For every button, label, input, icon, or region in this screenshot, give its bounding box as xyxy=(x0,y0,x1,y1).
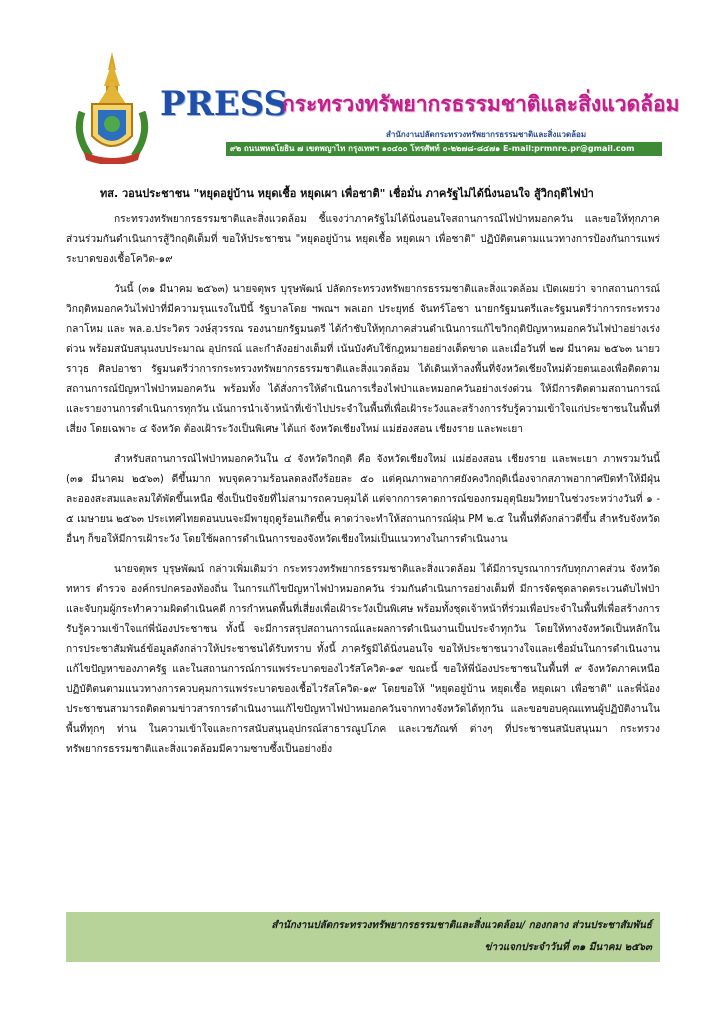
contact-address-bar: ๙๒ ถนนพหลโยธิน ๗ เขตพญาไท กรุงเทพฯ ๑๐๔๐๐ โทรศัพท์ ๐-๒๒๗๘-๘๔๗๑ E-mail:prmnre.pr@gmail.com xyxy=(226,142,662,156)
press-footer xyxy=(66,912,660,962)
body-paragraph: วันนี้ (๓๑ มีนาคม ๒๕๖๓) นายจตุพร บุรุษพัฒน์ ปลัดกระทรวงทรัพยากรธรรมชาติและสิ่งแวดล้อม เปิดเผยว่า จากสถานการณ์วิกฤติหมอกควันไฟป่าที่มีความรุนแรงในปีนี้ รัฐบาลโดย ฯพณฯ พลเอก ประยุทธ์ จันทร์โอชา นายกรัฐมนตรีและรัฐมนตรีว่าการกระทรวงกลาโหม และ พล.อ.ประวิตร วงษ์สุวรรณ รองนายกรัฐมนตรี ได้กำชับให้ทุกภาคส่วนดำเนินการแก้ไขวิกฤติปัญหาหมอกควันไฟป่าอย่างเร่งด่วน พร้อมสนับสนุนงบประมาณ อุปกรณ์ และกำลังอย่างเต็มที่ เน้นบังคับใช้กฎหมายอย่างเด็ดขาด และเมื่อวันที่ ๒๗ มีนาคม ๒๕๖๓ นายวราวุธ ศิลปอาชา รัฐมนตรีว่าการกระทรวงทรัพยากรธรรมชาติและสิ่งแวดล้อม ได้เดินเท้าลงพื้นที่จังหวัดเชียงใหม่ด้วยตนเองเพื่อติดตามสถานการณ์ปัญหาไฟป่าหมอกควัน พร้อมทั้ง ได้สั่งการให้ดำเนินการเรื่องไฟป่าและหมอกควันอย่างเร่งด่วน ให้มีการติดตามสถานการณ์และรายงานการดำเนินการทุกวัน เน้นการนำเจ้าหน้าที่เข้าไปประจำในพื้นที่เพื่อเฝ้าระวังและสร้างการรับรู้ความเข้าใจแก่ประชาชนในพื้นที่เสี่ยง โดยเฉพาะ ๔ จังหวัด ต้องเฝ้าระวังเป็นพิเศษ ได้แก่ จังหวัดเชียงใหม่ แม่ฮ่องสอน เชียงราย และพะเยา xyxy=(66,284,660,435)
press-header xyxy=(0,0,724,168)
body-paragraph: นายจตุพร บุรุษพัฒน์ กล่าวเพิ่มเติมว่า กระทรวงทรัพยากรธรรมชาติและสิ่งแวดล้อม ได้มีการบูรณาการกับทุกภาคส่วน จังหวัด ทหาร ตำรวจ องค์กรปกครองท้องถิ่น ในการแก้ไขปัญหาไฟป่าหมอกควัน ร่วมกันดำเนินการอย่างเต็มที่ มีการจัดชุดลาดตระเวนดับไฟป่าและจับกุมผู้กระทำความผิดดำเนินคดี การกำหนดพื้นที่เสี่ยงเพื่อเฝ้าระวังเป็นพิเศษ พร้อมทั้งชุดเจ้าหน้าที่ร่วมเพื่อประจำในพื้นที่เพื่อสร้างการรับรู้ความเข้าใจแก่พี่น้องประชาชน ทั้งนี้ จะมีการสรุปสถานการณ์และผลการดำเนินงานเป็นประจำทุกวัน โดยให้ทางจังหวัดเป็นหลักในการประชาสัมพันธ์ข้อมูลดังกล่าวให้ประชาชนได้รับทราบ ทั้งนี้ ภาครัฐมิได้นิ่งนอนใจ ขอให้ประชาชนวางใจและเชื่อมั่นในการดำเนินงานแก้ไขปัญหาของภาครัฐ และในสถานการณ์การแพร่ระบาดของไวรัสโควิด-๑๙ ขณะนี้ ขอให้พี่น้องประชาชนในพื้นที่ ๙ จังหวัดภาคเหนือ ปฏิบัติตนตามแนวทางการควบคุมการแพร่ระบาดของเชื้อไวรัสโควิด-๑๙ โดยขอให้ "หยุดอยู่บ้าน หยุดเชื้อ หยุดเผา เพื่อชาติ" และพี่น้องประชาชนสามารถติดตามข่าวสารการดำเนินงานแก้ไขปัญหาไฟป่าหมอกควันจากทางจังหวัดได้ทุกวัน และขอขอบคุณแทนผู้ปฏิบัติงานในพื้นที่ทุกๆ ท่าน ในความเข้าใจและการสนับสนุนอุปกรณ์สาธารณูปโภค และเวชภัณฑ์ ต่างๆ ที่ประชาชนสนับสนุนมา กระทรวงทรัพยากรธรรมชาติและสิ่งแวดล้อมมีความซาบซึ้งเป็นอย่างยิ่ง xyxy=(66,564,660,755)
footer-date: ข่าวแจกประจำวันที่ ๓๑ มีนาคม ๒๕๖๓ xyxy=(484,942,652,953)
press-wordmark: PRESS xyxy=(160,84,289,124)
office-subtitle: สำนักงานปลัดกระทรวงทรัพยากรธรรมชาติและสิ่งแวดล้อม xyxy=(386,130,587,139)
ministry-name: กระทรวงทรัพยากรธรรมชาติและสิ่งแวดล้อม xyxy=(282,92,680,116)
footer-office: สำนักงานปลัดกระทรวงทรัพยากรธรรมชาติและสิ่งแวดล้อม/ กองกลาง ส่วนประชาสัมพันธ์ xyxy=(271,920,652,931)
news-headline: ทส. วอนประชาชน "หยุดอยู่บ้าน หยุดเชื้อ หยุดเผา เพื่อชาติ" เชื่อมั่น ภาครัฐไม่ได้นิ่งนอนใจ สู้วิกฤติไฟป่า xyxy=(100,187,594,200)
news-body xyxy=(66,210,660,770)
body-paragraph: สำหรับสถานการณ์ไฟป่าหมอกควันใน ๔ จังหวัดวิกฤติ คือ จังหวัดเชียงใหม่ แม่ฮ่องสอน เชียงราย และพะเยา ภาพรวมวันนี้ (๓๑ มีนาคม ๒๕๖๓) ดีขึ้นมาก พบจุดความร้อนลดลงถึงร้อยละ ๕๐ แต่คุณภาพอากาศยังคงวิกฤติเนื่องจากสภาพอากาศปิดทำให้มีฝุ่นละอองสะสมและลมใต้พัดขึ้นเหนือ ซึ่งเป็นปัจจัยที่ไม่สามารถควบคุมได้ แต่จากการคาดการณ์ของกรมอุตุนิยมวิทยาในช่วงระหว่างวันที่ ๑ - ๕ เมษายน ๒๕๖๓ ประเทศไทยตอนบนจะมีพายุฤดูร้อนเกิดขึ้น คาดว่าจะทำให้สถานการณ์ฝุ่น PM ๒.๕ ในพื้นที่ดังกล่าวดีขึ้น สำหรับจังหวัดอื่นๆ ก็ขอให้มีการเฝ้าระวัง โดยใช้ผลการดำเนินการของจังหวัดเชียงใหม่เป็นแนวทางในการดำเนินงาน xyxy=(66,454,660,545)
body-paragraph: กระทรวงทรัพยากรธรรมชาติและสิ่งแวดล้อม ชี้แจงว่าภาครัฐไม่ได้นิ่งนอนใจสถานการณ์ไฟป่าหมอกควัน และขอให้ทุกภาคส่วนร่วมกันดำเนินการสู้วิกฤติเต็มที่ ขอให้ประชาชน "หยุดอยู่บ้าน หยุดเชื้อ หยุดเผา เพื่อชาติ" ปฏิบัติตนตามแนวทางการป้องกันการแพร่ระบาดของเชื้อโควิด-๑๙ xyxy=(66,214,660,265)
ministry-emblem-icon xyxy=(68,52,156,164)
